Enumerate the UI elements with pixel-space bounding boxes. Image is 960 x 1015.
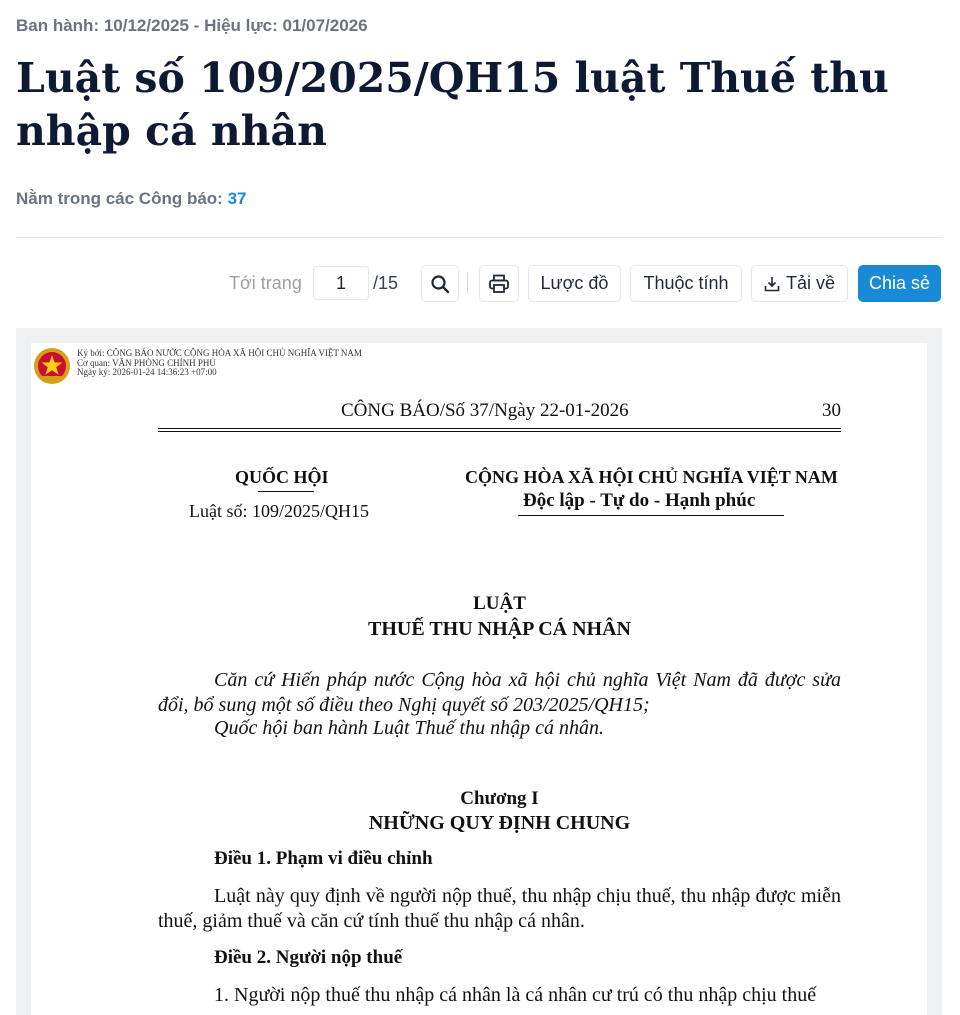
share-button[interactable]: Chia sẻ xyxy=(858,265,941,302)
gazette-page-number: 30 xyxy=(822,400,841,421)
document-viewer[interactable] xyxy=(16,328,942,1015)
properties-button[interactable]: Thuộc tính xyxy=(630,265,742,302)
chapter-number: Chương I xyxy=(460,788,539,809)
page-title: Luật số 109/2025/QH15 luật Thuế thu nhập cá nhân xyxy=(16,54,889,155)
gazette-link[interactable]: 37 xyxy=(227,189,247,208)
law-title-line-1: LUẬT xyxy=(473,593,526,614)
print-button[interactable] xyxy=(479,265,519,302)
nation-name: CỘNG HÒA XÃ HỘI CHỦ NGHĨA VIỆT NAM xyxy=(465,467,838,487)
motto-underline xyxy=(518,515,784,516)
article-2-title: Điều 2. Người nộp thuế xyxy=(214,947,403,968)
article-1-title: Điều 1. Phạm vi điều chỉnh xyxy=(214,848,433,869)
header-double-rule xyxy=(158,428,841,432)
preamble-basis: Căn cứ Hiến pháp nước Cộng hòa xã hội chủ nghĩa Việt Nam đã được sửa đổi, bổ sung một số điều theo Nghị quyết số 203/2025/QH15; xyxy=(158,669,841,716)
document-page xyxy=(31,343,927,1015)
national-emblem-icon xyxy=(33,347,71,385)
issued-date: 10/12/2025 xyxy=(103,16,189,35)
issued-info xyxy=(16,16,368,36)
header-divider xyxy=(16,237,942,238)
effective-date: 01/07/2026 xyxy=(282,16,368,35)
download-button[interactable] xyxy=(751,265,848,302)
preamble-enactment: Quốc hội ban hành Luật Thuế thu nhập cá nhân. xyxy=(214,717,604,739)
outline-button[interactable]: Lược đồ xyxy=(528,265,621,302)
signature-agency: Cơ quan: VĂN PHÒNG CHÍNH PHỦ xyxy=(77,357,216,368)
search-button[interactable] xyxy=(421,265,459,302)
goto-page-label: Tới trang xyxy=(229,273,302,293)
issuer-underline xyxy=(258,491,314,492)
download-icon xyxy=(764,276,780,292)
national-motto: Độc lập - Tự do - Hạnh phúc xyxy=(523,490,756,511)
printer-icon xyxy=(488,274,510,294)
law-number: Luật số: 109/2025/QH15 xyxy=(189,501,369,521)
article-2-text: 1. Người nộp thuế thu nhập cá nhân là cá nhân cư trú có thu nhập chịu thuế xyxy=(214,984,817,1006)
search-icon xyxy=(430,274,450,294)
gazette-label: Nằm trong các Công báo: xyxy=(16,189,223,208)
issued-label: Ban hành: xyxy=(16,16,100,35)
article-1-text: Luật này quy định về người nộp thuế, thu nhập chịu thuế, thu nhập được miễn thuế, giảm thuế và căn cứ tính thuế thu nhập cá nhân. xyxy=(158,885,841,932)
download-label: Tải về xyxy=(785,273,836,293)
signature-date: Ngày ký: 2026-01-24 14:36:23 +07:00 xyxy=(77,367,217,377)
issuer: QUỐC HỘI xyxy=(235,467,329,487)
info-separator: - xyxy=(193,16,205,35)
chapter-title: NHỮNG QUY ĐỊNH CHUNG xyxy=(368,812,631,834)
effective-label: Hiệu lực: xyxy=(204,16,278,35)
gazette-header: CÔNG BÁO/Số 37/Ngày 22-01-2026 xyxy=(341,400,629,421)
page-number-input[interactable] xyxy=(313,266,369,300)
digital-signature xyxy=(77,349,362,378)
toolbar-separator xyxy=(467,273,468,294)
signature-signed-by: Ký bởi: CÔNG BÁO NƯỚC CỘNG HÒA XÃ HỘI CHỦ NGHĨA VIỆT NAM xyxy=(77,348,362,358)
page-total: /15 xyxy=(373,273,399,293)
law-title-line-2: THUẾ THU NHẬP CÁ NHÂN xyxy=(368,618,631,640)
gazette-info xyxy=(16,189,247,209)
